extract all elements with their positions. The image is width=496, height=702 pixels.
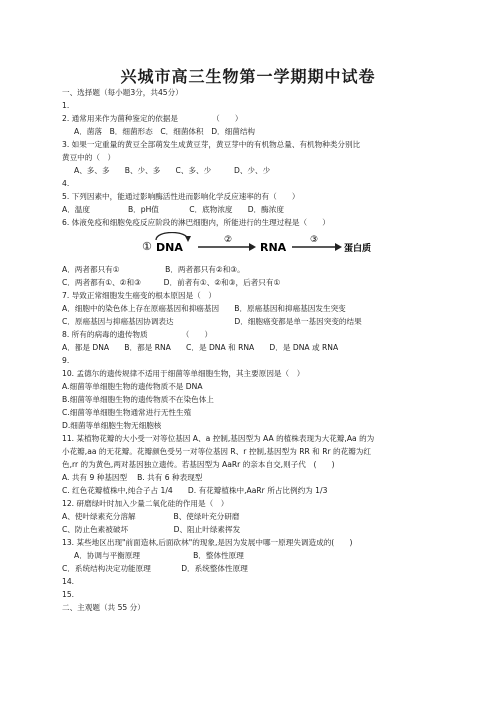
question-12-option-ab: A、使叶绿素充分溶解 B、使绿叶充分研磨 [62, 512, 240, 521]
question-13-option-cd: C．系统结构决定功能原理 D．系统整体性原理 [62, 564, 248, 573]
question-11-option-ab: A. 共有 9 种基因型 B. 共有 6 种表现型 [62, 473, 203, 482]
transcription-arrowhead [249, 243, 256, 251]
question-12: 12. 研磨绿叶时加入少量二氧化硅的作用是（ ） [62, 499, 229, 508]
question-10-option-b: B.细菌等单细胞生物的遗传物质不在染色体上 [62, 395, 214, 404]
question-3-options: A、多、多 B、少、多 C、多、少 D、少、少 [74, 166, 271, 175]
question-7-option-ab: A．细胞中的染色体上存在原癌基因和抑癌基因 B．原癌基因和抑癌基因发生突变 [62, 304, 346, 313]
question-2: 2. 通常用来作为菌种鉴定的依据是 （ ） [62, 114, 243, 123]
question-3: 3. 如果一定重量的黄豆全部萌发生成黄豆芽，黄豆芽中的有机物总量、有机物种类分别比 [62, 140, 361, 149]
replication-arc [156, 233, 188, 241]
question-6: 6. 体液免疫和细胞免疫反应阶段的淋巴细胞内，所能进行的生理过程是（ ） [62, 218, 330, 227]
question-3-cont: 黄豆中的（ ） [62, 153, 116, 162]
question-11: 11. 某植物花瓣的大小受一对等位基因 A、a 控制,基因型为 AA 的植株表现为大花瓣,Aa 的为 [62, 434, 375, 443]
section-heading-choice: 一、选择题（每小题3分，共45分） [62, 88, 183, 97]
question-5-options: A．温度 B．pH值 C．底物浓度 D．酶浓度 [62, 205, 284, 214]
replication-arrowhead [185, 236, 191, 242]
question-10-option-a: A.细菌等单细胞生物的遗传物质不是 DNA [62, 382, 203, 391]
question-7-option-cd: C．原癌基因与抑癌基因协调表达 D．细胞癌变都是单一基因突变的结果 [62, 317, 362, 326]
diagram-protein: 蛋白质 [344, 244, 372, 254]
question-6-option-cd: C．两者都有①、②和③ D．前者有①、②和③，后者只有① [62, 278, 281, 287]
question-9: 9. [62, 356, 70, 365]
diagram-label-2: ② [224, 235, 233, 245]
question-12-option-cd: C、防止色素被破坏 D、阻止叶绿素挥发 [62, 525, 241, 534]
question-10: 10. 孟德尔的遗传规律不适用于细菌等单细胞生物，其主要原因是（ ） [62, 369, 305, 378]
diagram-dna: DNA [156, 241, 183, 254]
question-4: 4. [62, 179, 70, 188]
question-8: 8. 所有的病毒的遗传物质 （ ） [62, 330, 213, 339]
diagram-rna: RNA [260, 241, 287, 254]
question-10-option-c: C.细菌等单细胞生物通常进行无性生殖 [62, 408, 192, 417]
question-1: 1. [62, 101, 70, 110]
question-10-option-d: D.细菌等单细胞生物无细胞核 [62, 421, 162, 430]
question-8-options: A．都是 DNA B．都是 RNA C．是 DNA 和 RNA D．是 DNA 或 RNA [62, 343, 339, 352]
question-11-option-cd: C. 红色花瓣植株中,纯合子占 1/4 D. 有花瓣植株中,AaRr 所占比例约为 1/3 [62, 486, 328, 495]
diagram-label-3: ③ [310, 235, 319, 245]
question-15: 15. [62, 590, 75, 599]
question-7: 7. 导致正常细胞发生癌变的根本原因是（ ） [62, 291, 216, 300]
dna-rna-protein-diagram [140, 232, 380, 258]
translation-arrowhead [335, 243, 342, 251]
question-2-options: A．菌落 B．细菌形态 C．细菌体积 D．细菌结构 [74, 127, 256, 136]
question-11-cont-2: 色,rr 的为黄色,两对基因独立遗传。若基因型为 AaRr 的亲本自交,则子代 ( ) [62, 460, 335, 469]
diagram-label-1: ① [142, 240, 152, 253]
question-13: 13. 某些地区出现"前面造林,后面砍林"的现象,是因为发展中哪一原理失调造成的( ) [62, 538, 353, 547]
question-6-option-ab: A．两者都只有① B．两者都只有②和③。 [62, 265, 245, 274]
question-14: 14. [62, 577, 75, 586]
question-11-cont-1: 小花瓣,aa 的无花瓣。花瓣颜色受另一对等位基因 R、r 控制,基因型为 RR 和 Rr 的花瓣为红 [62, 447, 371, 456]
question-5: 5. 下列因素中，能通过影响酶活性进而影响化学反应速率的有（ ） [62, 192, 300, 201]
section-heading-subjective: 二、主观题（共 55 分） [62, 603, 145, 612]
page-title: 兴城市高三生物第一学期期中试卷 [120, 67, 376, 86]
question-13-option-ab: A．协调与平衡原理 B．整体性原理 [74, 551, 244, 560]
